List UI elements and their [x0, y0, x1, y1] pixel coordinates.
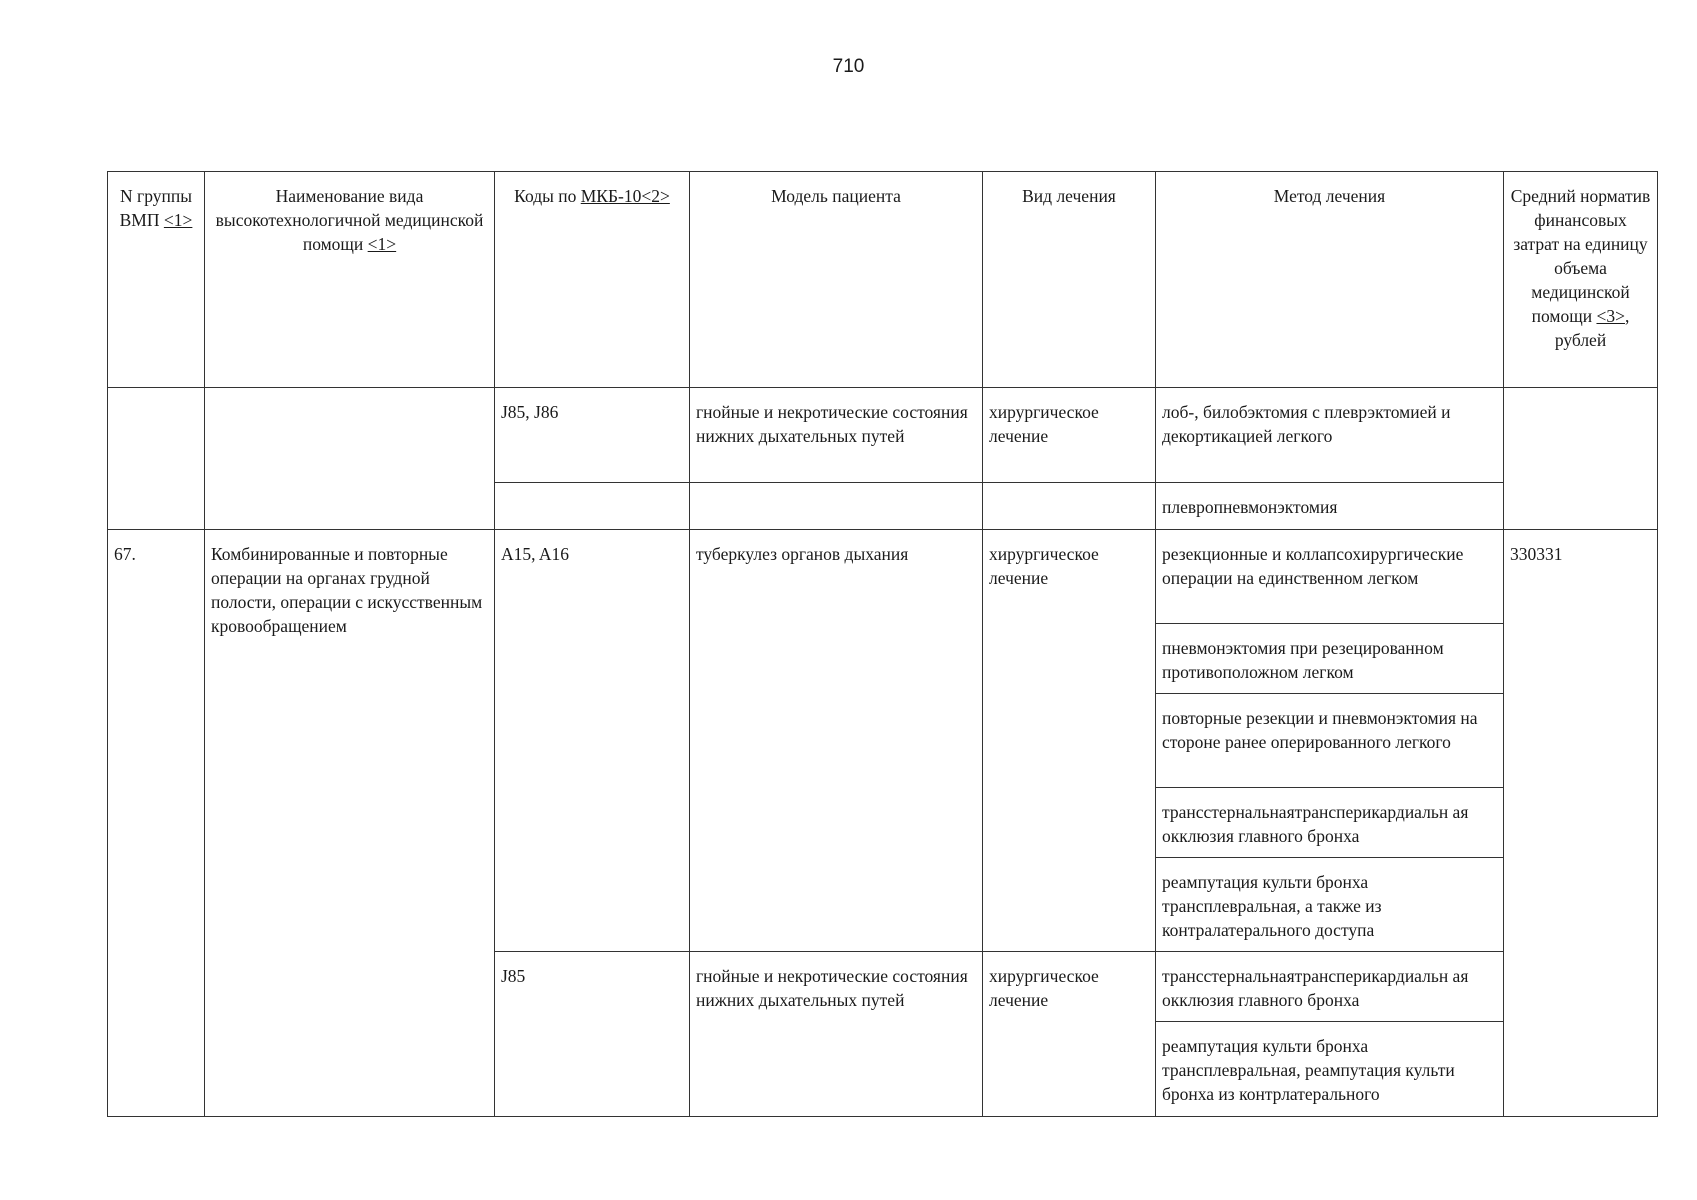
cont-type-empty [983, 483, 1156, 530]
footnote-link-3[interactable]: <3> [1596, 306, 1625, 326]
cont-method-1: лоб-, билобэктомия с плеврэктомией и декортикацией легкого [1156, 388, 1504, 483]
header-codes-label: Коды по [514, 186, 577, 206]
group-67-method-3: повторные резекции и пневмонэктомия на стороне ранее оперированного легкого [1156, 694, 1504, 788]
cont-type: хирургическое лечение [983, 388, 1156, 483]
header-cost-unit: , рублей [1554, 306, 1630, 350]
vmp-table [107, 171, 1658, 1117]
header-model: Модель пациента [690, 172, 983, 388]
header-method: Метод лечения [1156, 172, 1504, 388]
group-67-number: 67. [108, 530, 205, 1117]
group-67-type-2: хирургическое лечение [983, 952, 1156, 1117]
header-codes [495, 172, 690, 388]
group-67-model-1: туберкулез органов дыхания [690, 530, 983, 952]
group-67-codes-1: A15, A16 [495, 530, 690, 952]
group-67-type-1: хирургическое лечение [983, 530, 1156, 952]
header-name-label: Наименование вида высокотехнологичной медицинской помощи [215, 186, 484, 254]
page-number: 710 [832, 56, 865, 77]
table-row [108, 530, 1658, 624]
header-group-no [108, 172, 205, 388]
group-67-name: Комбинированные и повторные операции на органах грудной полости, операции с искусственным кровообращением [205, 530, 495, 1117]
footnote-link-1[interactable]: <1> [163, 210, 193, 230]
cont-codes-empty [495, 483, 690, 530]
mkb10-link[interactable]: МКБ-10<2> [580, 186, 670, 206]
group-67-codes-2: J85 [495, 952, 690, 1117]
cont-name-cell [205, 388, 495, 530]
group-67-method-1: резекционные и коллапсохирургические операции на единственном легком [1156, 530, 1504, 624]
cont-codes: J85, J86 [495, 388, 690, 483]
cont-group-no-cell [108, 388, 205, 530]
table-row [108, 388, 1658, 483]
group-67-model-2: гнойные и некротические состояния нижних дыхательных путей [690, 952, 983, 1117]
header-cost-label: Средний норматив финансовых затрат на единицу объема медицинской помощи [1510, 186, 1651, 326]
cont-model-empty [690, 483, 983, 530]
group-67-method-5: реампутация культи бронха трансплевральная, а также из контралатерального доступа [1156, 858, 1504, 952]
footnote-link-1b[interactable]: <1> [367, 234, 397, 254]
header-group-no-label: N группы ВМП [119, 186, 192, 230]
header-name [205, 172, 495, 388]
group-67-cost: 330331 [1504, 530, 1658, 1117]
header-cost [1504, 172, 1658, 388]
group-67-method-4: трансстернальнаятрансперикардиальн ая окклюзия главного бронха [1156, 788, 1504, 858]
table-header-row [108, 172, 1658, 388]
cont-method-2: плевропневмонэктомия [1156, 483, 1504, 530]
cont-cost-cell [1504, 388, 1658, 530]
group-67-method-7: реампутация культи бронха трансплевральная, реампутация культи бронха из контрлатерального [1156, 1022, 1504, 1117]
header-type: Вид лечения [983, 172, 1156, 388]
cont-model: гнойные и некротические состояния нижних дыхательных путей [690, 388, 983, 483]
group-67-method-2: пневмонэктомия при резецированном противоположном легком [1156, 624, 1504, 694]
group-67-method-6: трансстернальнаятрансперикардиальн ая окклюзия главного бронха [1156, 952, 1504, 1022]
